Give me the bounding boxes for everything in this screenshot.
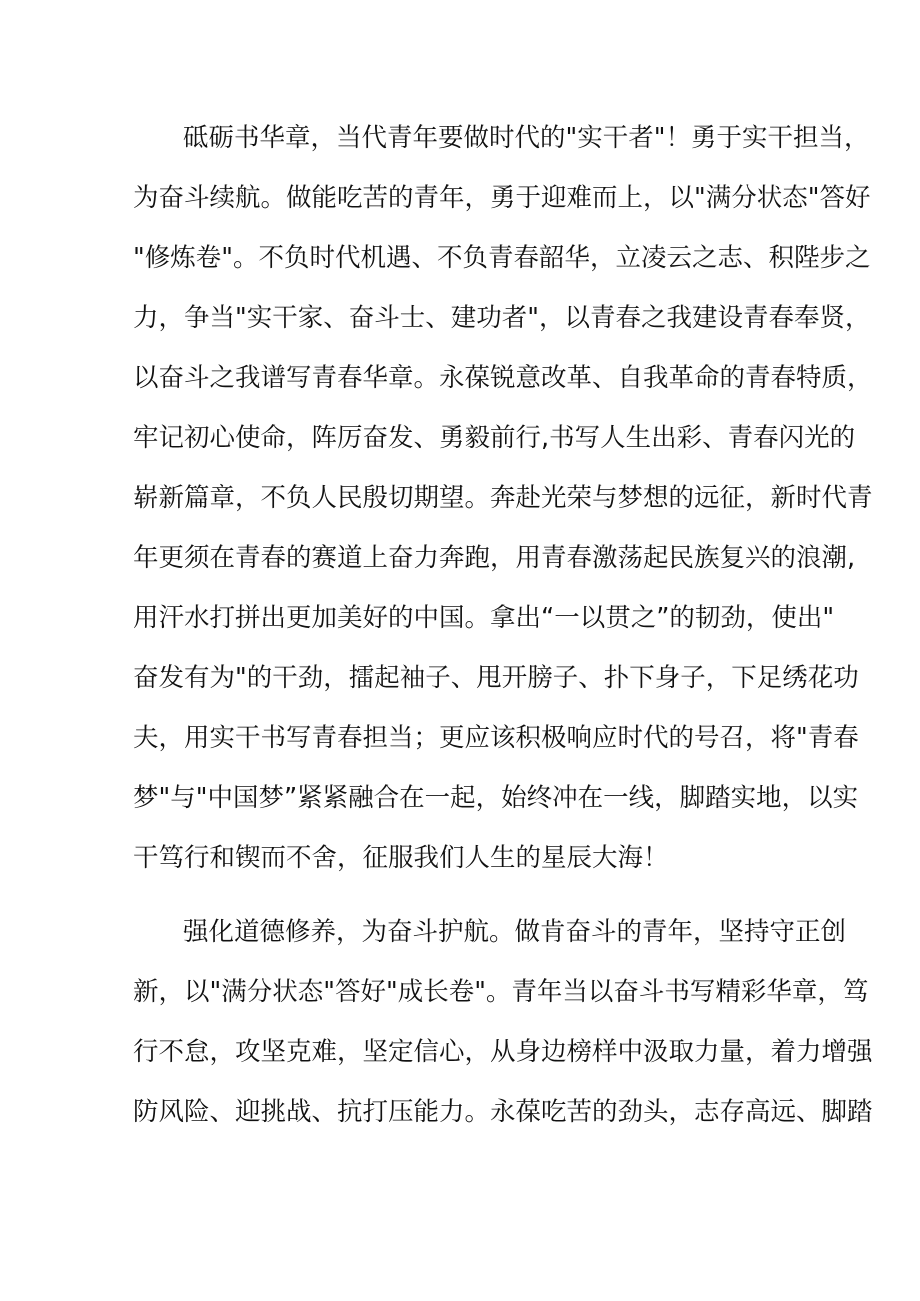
paragraph-line: 奋发有为"的干劲，擂起袖子、甩开膀子、扑下身子，下足绣花功: [133, 663, 859, 693]
paragraph-line: 防风险、迎挑战、抗打压能力。永葆吃苦的劲头，志存高远、脚踏: [133, 1097, 873, 1127]
paragraph-line: 年更须在青春的赛道上奋力奔跑，用青春激荡起民族复兴的浪潮,: [133, 543, 856, 573]
paragraph-line: 用汗水打拼出更加美好的中国。拿出“一以贯之”的韧劲，使出": [133, 603, 835, 633]
paragraph-line: 为奋斗续航。做能吃苦的青年，勇于迎难而上，以"满分状态"答好: [133, 183, 871, 213]
paragraph-line: 力，争当"实干家、奋斗士、建功者"，以青春之我建设青春奉贤，: [133, 303, 871, 333]
paragraph-line: 干笃行和锲而不舍，征服我们人生的星辰大海！: [133, 843, 669, 873]
paragraph-line: 夫，用实干书写青春担当；更应该积极响应时代的号召，将"青春: [133, 723, 859, 753]
paragraph-line: 梦"与"中国梦”紧紧融合在一起，始终冲在一线，脚踏实地，以实: [133, 783, 859, 813]
paragraph-line: 牢记初心使命，阵厉奋发、勇毅前行,书写人生出彩、青春闪光的: [133, 423, 856, 453]
paragraph-line: 以奋斗之我谱写青春华章。永葆锐意改革、自我革命的青春特质，: [133, 363, 873, 393]
paragraph-line: 新，以"满分状态"答好"成长卷"。青年当以奋斗书写精彩华章，笃: [133, 977, 869, 1007]
paragraph-line: 砥砺书华章，当代青年要做时代的"实干者"！勇于实干担当，: [183, 123, 870, 153]
paragraph-line: 行不怠，攻坚克难，坚定信心，从身边榜样中汲取力量，着力增强: [133, 1037, 873, 1067]
paragraph-line: 崭新篇章，不负人民殷切期望。奔赴光荣与梦想的远征，新时代青: [133, 483, 873, 513]
paragraph-line: 强化道德修养，为奋斗护航。做肯奋斗的青年，坚持守正创: [183, 917, 847, 947]
paragraph-line: "修炼卷"。不负时代机遇、不负青春韶华，立凌云之志、积陛步之: [133, 243, 871, 273]
